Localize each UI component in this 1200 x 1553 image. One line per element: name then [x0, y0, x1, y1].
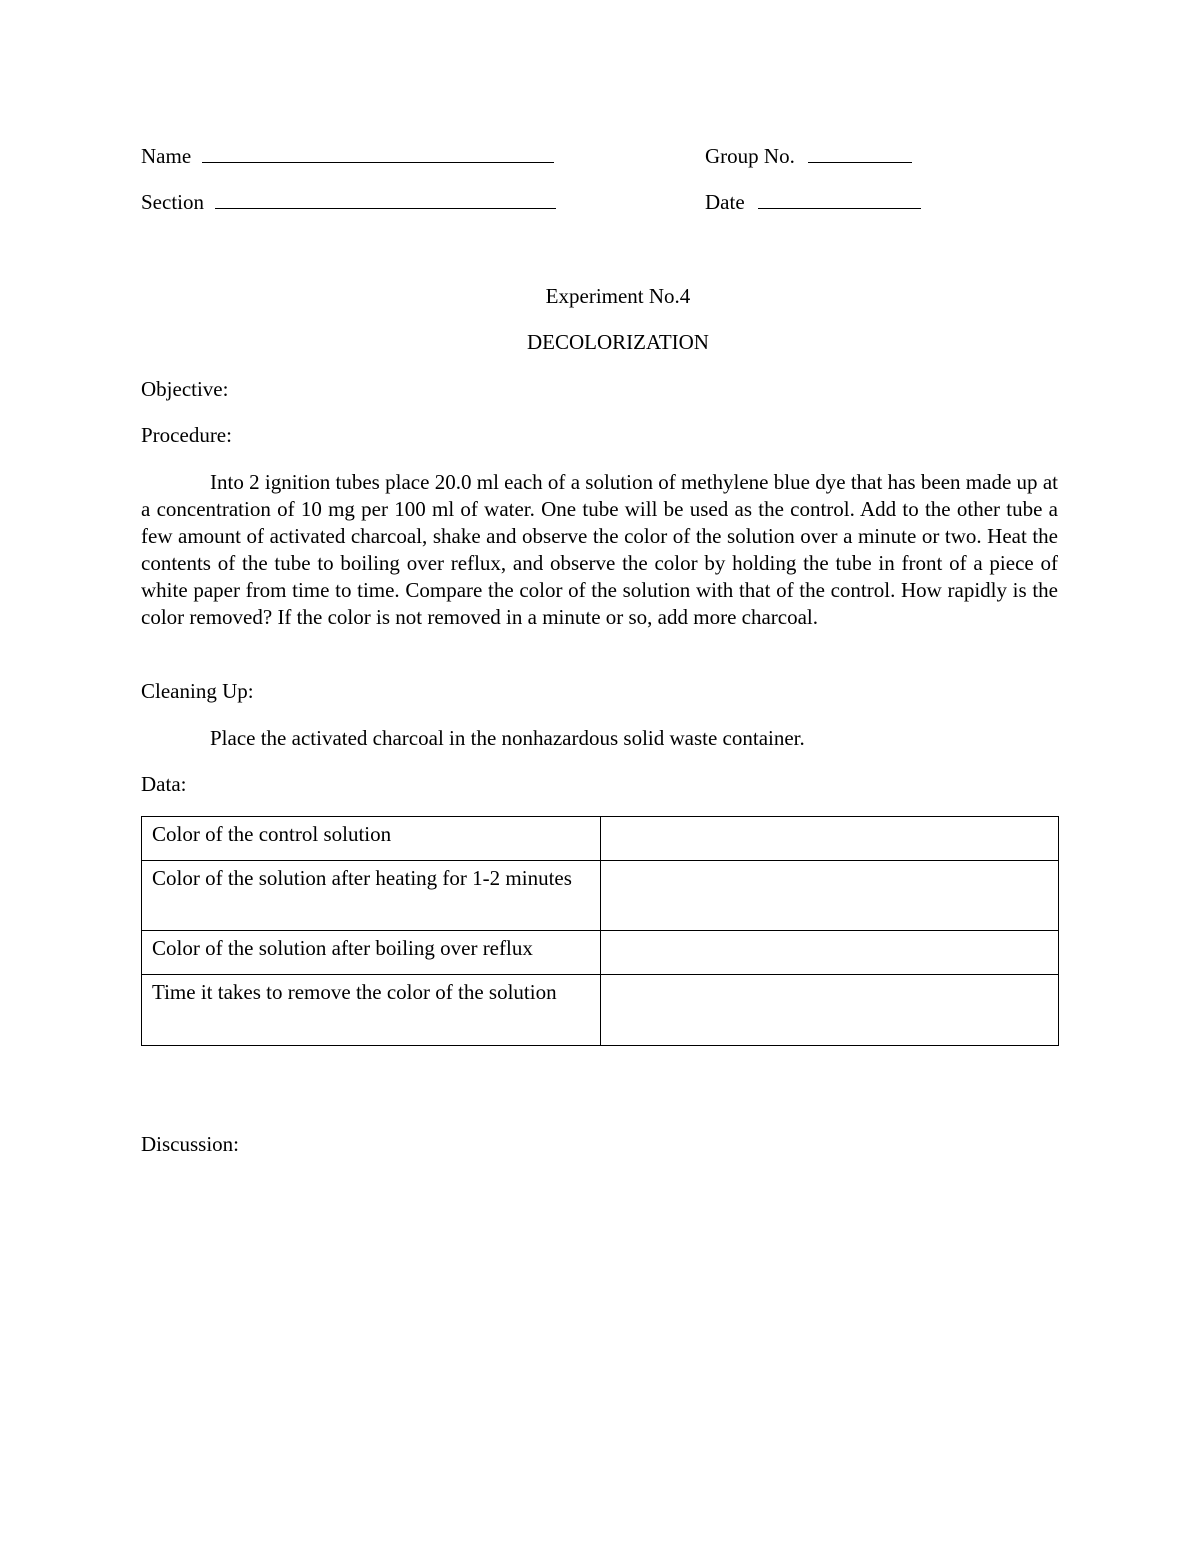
table-row-answer-cell[interactable]: [601, 931, 1059, 975]
table-row: [142, 931, 1059, 975]
name-label: Name: [141, 144, 192, 168]
table-row-label: Color of the control solution: [142, 817, 601, 861]
discussion-heading: Discussion:: [141, 1132, 240, 1156]
table-row-answer-cell[interactable]: [601, 975, 1059, 1046]
table-row: [142, 861, 1059, 931]
data-table: [141, 816, 1059, 1046]
section-field-row: [141, 189, 556, 215]
name-blank-line[interactable]: [202, 144, 554, 163]
cleaning-heading: Cleaning Up:: [141, 679, 254, 703]
experiment-number: Experiment No.4: [545, 284, 691, 308]
cleaning-text: Place the activated charcoal in the nonhazardous solid waste container.: [210, 726, 805, 750]
table-row-label: Time it takes to remove the color of the solution: [142, 975, 601, 1046]
table-row-label: Color of the solution after heating for 1-2 minutes: [142, 861, 601, 931]
table-row-label: Color of the solution after boiling over reflux: [142, 931, 601, 975]
date-label: Date: [705, 190, 745, 214]
table-row: [142, 975, 1059, 1046]
objective-heading: Objective:: [141, 377, 229, 401]
procedure-heading: Procedure:: [141, 423, 232, 447]
name-field-row: [141, 143, 554, 169]
date-field-row: [705, 189, 921, 215]
section-label: Section: [141, 190, 204, 214]
group-label: Group No.: [705, 144, 795, 168]
procedure-text: Into 2 ignition tubes place 20.0 ml each of a solution of methylene blue dye that has been made up at a concentration of 10 mg per 100 ml of water. One tube will be used as the control. Add to the other tube a few amount of activated charcoal, shake and observe the color of the solution over a minute or two. Heat the contents of the tube to boiling over reflux, and observe the color by holding the tube in front of a piece of white paper from time to time. Compare the color of the solution with that of the control. How rapidly is the color removed? If the color is not removed in a minute or so, add more charcoal.: [141, 470, 1058, 629]
group-blank-line[interactable]: [808, 144, 912, 163]
table-row-answer-cell[interactable]: [601, 817, 1059, 861]
date-blank-line[interactable]: [758, 190, 921, 209]
procedure-paragraph: [141, 469, 1058, 631]
table-row-answer-cell[interactable]: [601, 861, 1059, 931]
section-blank-line[interactable]: [215, 190, 556, 209]
page-title: DECOLORIZATION: [527, 330, 709, 354]
table-row: [142, 817, 1059, 861]
group-field-row: [705, 143, 912, 169]
data-heading: Data:: [141, 772, 187, 796]
